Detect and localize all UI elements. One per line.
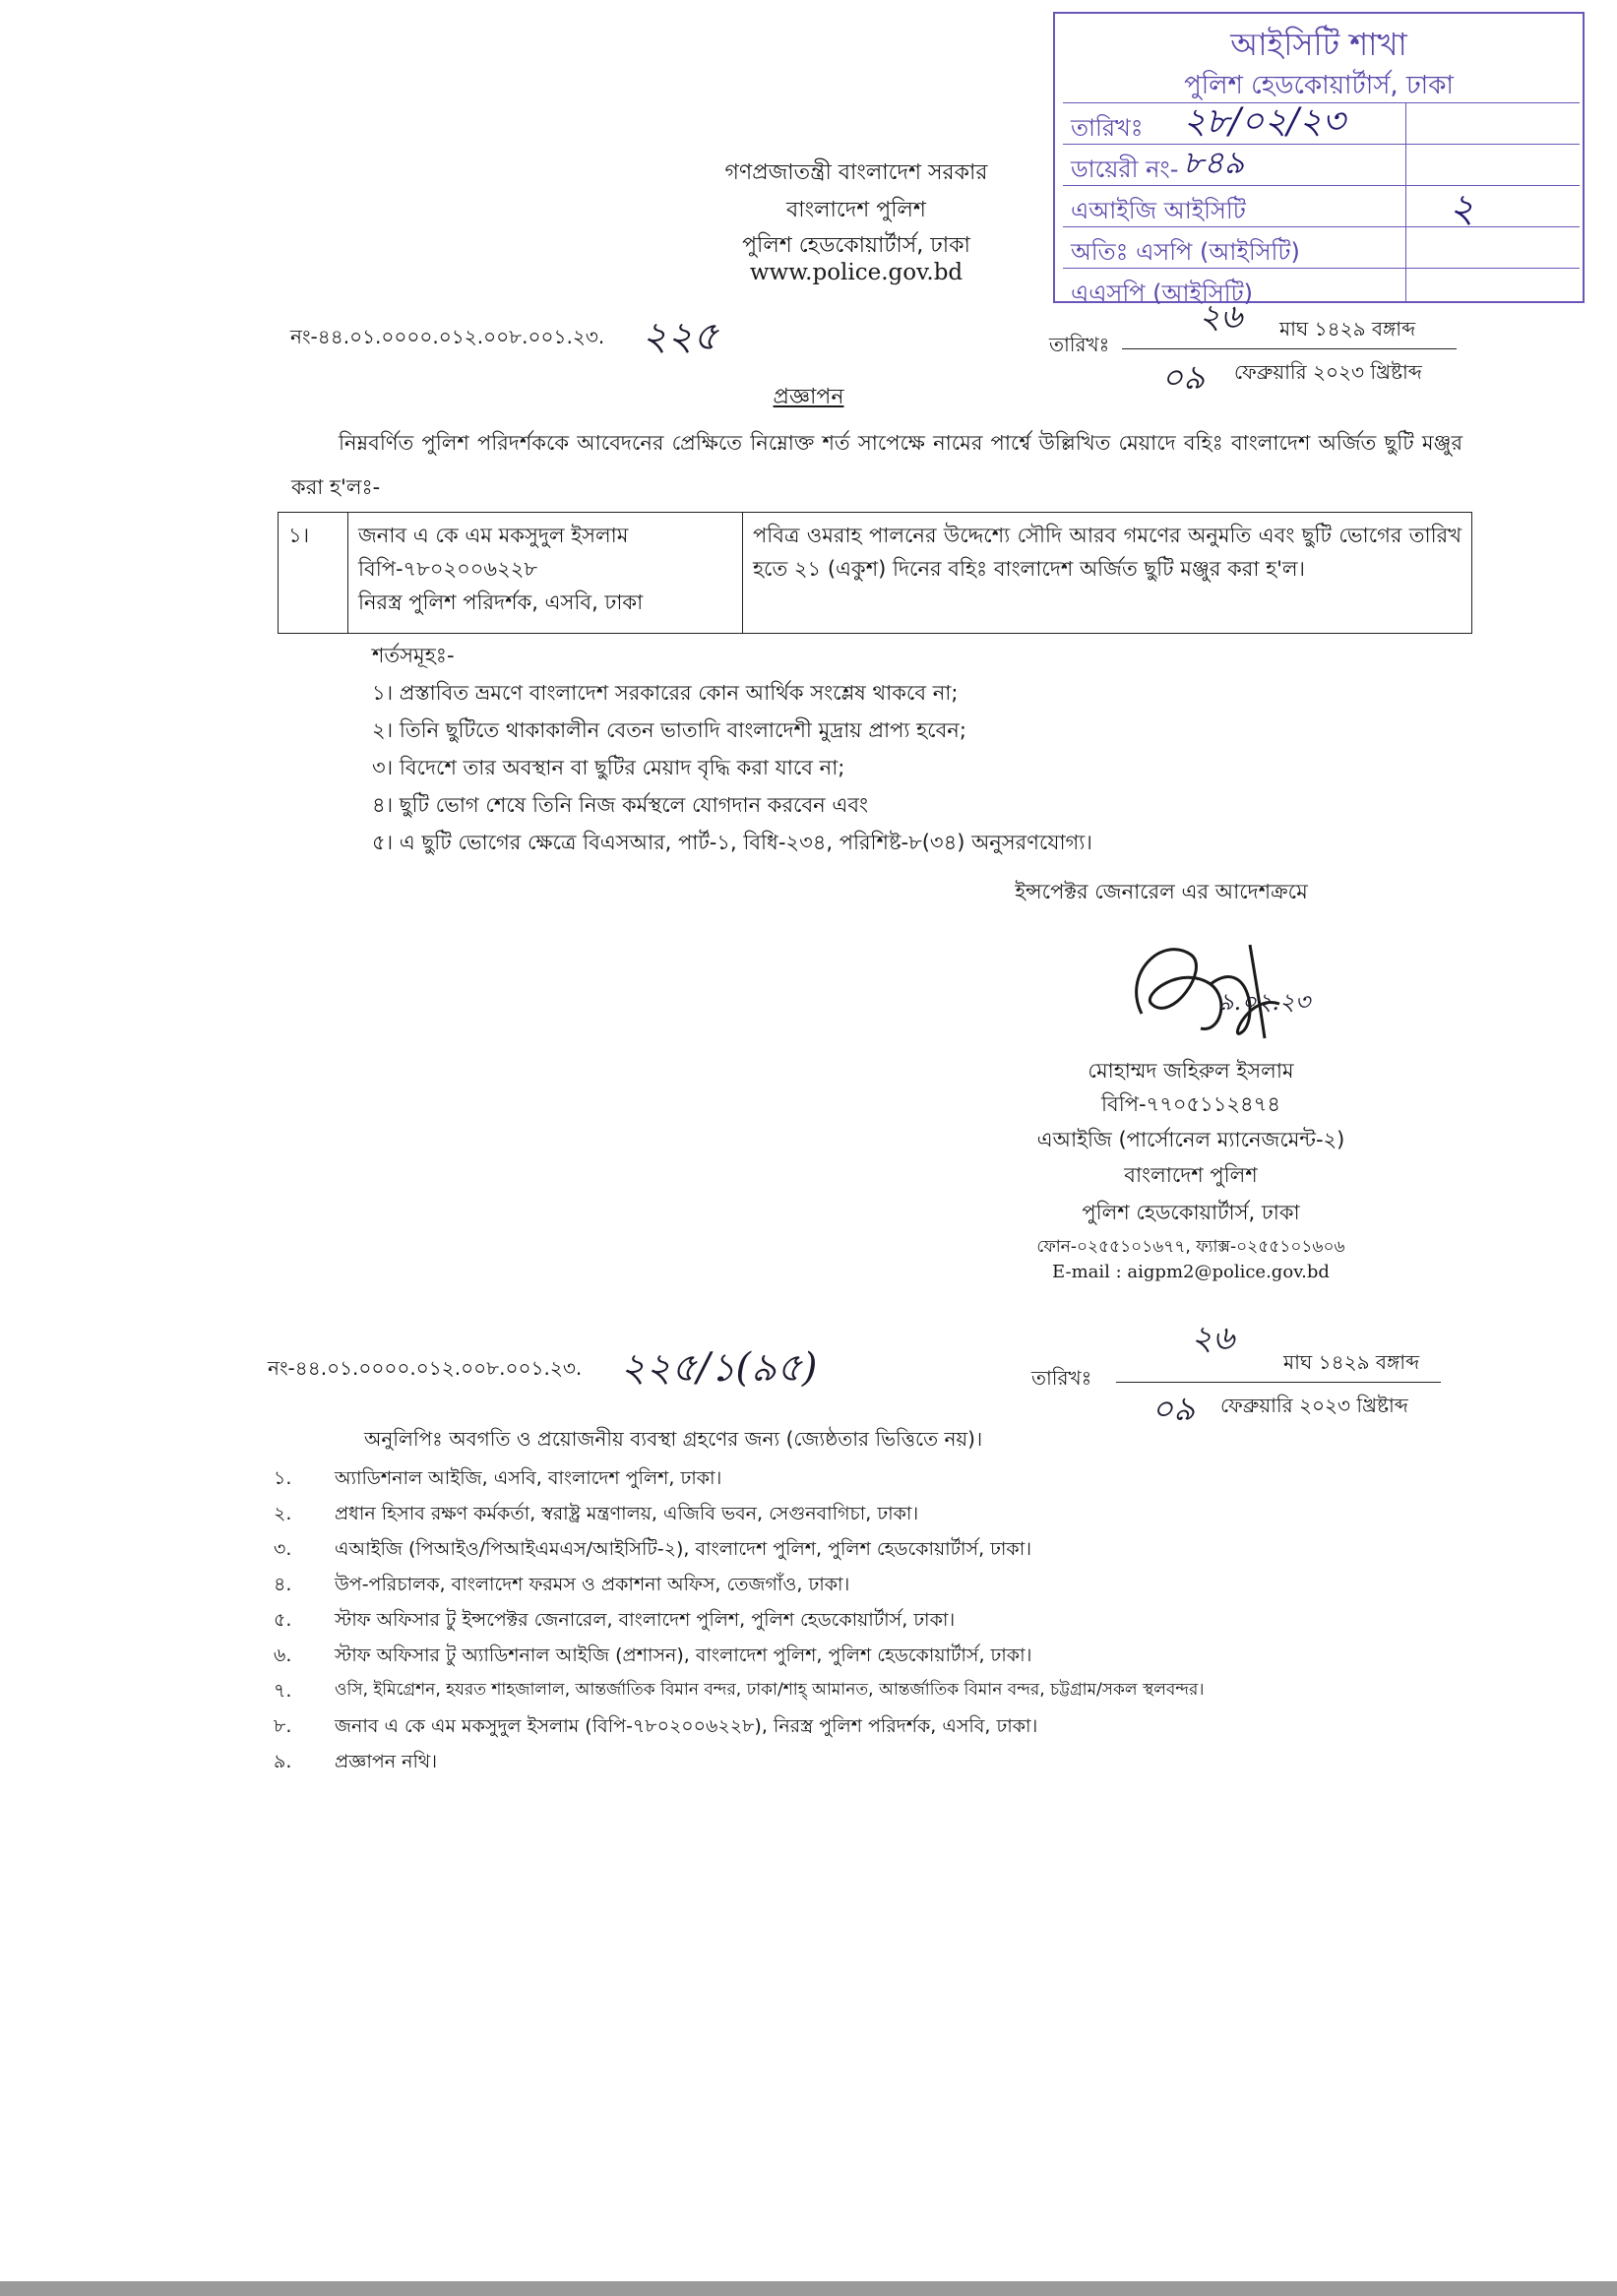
english-day-handwritten: ০৯ [1151,1390,1196,1429]
date-label: তারিখঃ [1031,1366,1092,1390]
stamp-title: আইসিটি শাখা [1230,26,1407,63]
memo-reference-number: নং-৪৪.০১.০০০০.০১২.০০৮.০০১.২৩. [290,325,605,348]
leave-table [278,512,1472,634]
date-label: তারিখঃ [1049,333,1110,356]
condition-item: ৪। ছুটি ভোগ শেষে তিনি নিজ কর্মস্থলে যোগদান করবেন এবং [372,793,869,817]
copy-item-number: ৭. [274,1680,292,1702]
bangla-day-handwritten: ২৬ [1191,1319,1235,1358]
copy-item-text: ওসি, ইমিগ্রেশন, হযরত শাহজালাল, আন্তর্জাতিক বিমান বন্দর, ঢাকা/শাহ্ আমানত, আন্তর্জাতিক বিমান বন্দর, চট্টগ্রাম/সকল স্থলবন্দর। [335,1680,1205,1700]
stamp-row-diary: ডায়েরী নং- [1063,144,1405,186]
copy-item-number: ৫. [274,1609,292,1631]
signatory-organization: বাংলাদেশ পুলিশ [1124,1163,1258,1187]
govt-name: গণপ্রজাতন্ত্রী বাংলাদেশ সরকার [724,160,988,185]
stamp-handwritten-diary-no: ৮৪৯ [1183,144,1245,181]
scan-edge [0,2281,1617,2296]
condition-item: ৫। এ ছুটি ভোগের ক্ষেত্রে বিএসআর, পার্ট-১, বিধি-২৩৪, পরিশিষ্ট-৮(৩৪) অনুসরণযোগ্য। [372,831,1092,854]
copy-item-number: ৬. [274,1644,292,1666]
copy-item-number: ১. [274,1467,292,1489]
condition-item: ১। প্রস্তাবিত ভ্রমণে বাংলাদেশ সরকারের কোন আর্থিক সংশ্লেষ থাকবে না; [372,681,959,705]
stamp-row-date: তারিখঃ [1063,102,1405,145]
stamp-cell [1405,102,1580,145]
officer-cell [348,513,743,634]
copy-item-number: ৮. [274,1715,292,1737]
table-row [279,513,1472,634]
signatory-designation: এআইজি (পার্সোনেল ম্যানেজমেন্ট-২) [1036,1128,1345,1151]
leave-details-cell: পবিত্র ওমরাহ পালনের উদ্দেশ্যে সৌদি আরব গমণের অনুমতি এবং ছুটি ভোগের তারিখ হতে ২১ (একুশ) দিনের বহিঃ বাংলাদেশ অর্জিত ছুটি মঞ্জুর করা হ'ল। [743,513,1472,634]
website-link[interactable]: www.police.gov.bd [749,260,964,285]
office-name: পুলিশ হেডকোয়ার্টার্স, ঢাকা [742,233,970,258]
stamp-handwritten-date: ২৮/০২/২৩ [1183,101,1345,142]
signatory-email[interactable]: E-mail : aigpm2@police.gov.bd [1052,1262,1330,1282]
stamp-row-aig: এআইজি আইসিটি [1063,185,1405,227]
stamp-cell [1405,268,1580,302]
stamp-subtitle: পুলিশ হেডকোয়ার্টার্স, ঢাকা [1184,71,1454,100]
copy-reference-number: নং-৪৪.০১.০০০০.০১২.০০৮.০০১.২৩. [268,1356,583,1380]
copy-handwritten-number: ২২৫/১(৯৫) [620,1345,818,1391]
copy-item-number: ৩. [274,1538,292,1560]
stamp-row-addl-sp: অতিঃ এসপি (আইসিটি) [1063,226,1405,269]
copy-item-text: স্টাফ অফিসার টু অ্যাডিশনাল আইজি (প্রশাসন), বাংলাদেশ পুলিশ, পুলিশ হেডকোয়ার্টার্স, ঢাকা। [335,1644,1032,1666]
signature-handwritten-date: ৯.০২.২৩ [1218,988,1311,1016]
stamp-cell [1405,185,1580,227]
copy-item-text: জনাব এ কে এম মকসুদুল ইসলাম (বিপি-৭৮০২০০৬২২৮), নিরস্ত্র পুলিশ পরিদর্শক, এসবি, ঢাকা। [335,1715,1038,1737]
ict-branch-stamp [1053,12,1585,307]
order-authority: ইন্সপেক্টর জেনারেল এর আদেশক্রমে [1015,880,1308,903]
date-divider [1116,1382,1441,1383]
copy-item-text: স্টাফ অফিসার টু ইন্সপেক্টর জেনারেল, বাংলাদেশ পুলিশ, পুলিশ হেডকোয়ার্টার্স, ঢাকা। [335,1609,956,1631]
copy-item-text: উপ-পরিচালক, বাংলাদেশ ফরমস ও প্রকাশনা অফিস, তেজগাঁও, ঢাকা। [335,1574,850,1595]
copy-item-number: ৯. [274,1751,292,1772]
bangla-date: মাঘ ১৪২৯ বঙ্গাব্দ [1283,1350,1420,1374]
copy-item-text: প্রধান হিসাব রক্ষণ কর্মকর্তা, স্বরাষ্ট্র মন্ত্রণালয়, এজিবি ভবন, সেগুনবাগিচা, ঢাকা। [335,1503,919,1524]
condition-item: ২। তিনি ছুটিতে থাকাকালীন বেতন ভাতাদি বাংলাদেশী মুদ্রায় প্রাপ্য হবেন; [372,718,966,742]
bangla-date: মাঘ ১৪২৯ বঙ্গাব্দ [1279,317,1416,341]
stamp-cell [1405,226,1580,269]
copy-item-text: অ্যাডিশনাল আইজি, এসবি, বাংলাদেশ পুলিশ, ঢাকা। [335,1467,722,1489]
officer-name: জনাব এ কে এম মকসুদুল ইসলাম [358,524,629,547]
copy-item-text: প্রজ্ঞাপন নথি। [335,1751,438,1772]
english-date: ফেব্রুয়ারি ২০২৩ খ্রিষ্টাব্দ [1234,360,1422,384]
bangla-day-handwritten: ২৬ [1199,297,1243,337]
english-date: ফেব্রুয়ারি ২০২৩ খ্রিষ্টাব্দ [1220,1394,1408,1417]
copy-heading: অনুলিপিঃ অবগতি ও প্রয়োজনীয় ব্যবস্থা গ্রহণের জন্য (জ্যেষ্ঠতার ভিত্তিতে নয়)। [364,1427,983,1451]
english-day-handwritten: ০৯ [1161,358,1206,398]
date-divider [1122,348,1457,349]
condition-item: ৩। বিদেশে তার অবস্থান বা ছুটির মেয়াদ বৃদ্ধি করা যাবে না; [372,756,845,779]
officer-bp-number: বিপি-৭৮০২০০৬২২৮ [358,557,538,581]
notification-title: প্রজ্ঞাপন [773,385,844,409]
copy-item-number: ২. [274,1503,292,1524]
copy-item-number: ৪. [274,1574,292,1595]
signatory-name: মোহাম্মদ জহিরুল ইসলাম [1088,1059,1294,1083]
signatory-bp-number: বিপি-৭৭০৫১১২৪৭৪ [1101,1092,1280,1116]
stamp-cell [1405,144,1580,186]
memo-handwritten-number: ২২৫ [642,314,718,359]
signatory-office: পুলিশ হেডকোয়ার্টার্স, ঢাকা [1082,1201,1300,1224]
officer-rank: নিরস্ত্র পুলিশ পরিদর্শক, এসবি, ঢাকা [358,590,644,614]
signatory-phone: ফোন-০২৫৫১০১৬৭৭, ফ্যাক্স-০২৫৫১০১৬০৬ [1036,1237,1345,1257]
department-name: বাংলাদেশ পুলিশ [786,198,926,222]
serial-cell: ১। [279,513,348,634]
conditions-heading: শর্তসমূহঃ- [372,644,455,667]
stamp-handwritten-mark: ২ [1449,186,1475,231]
notification-intro: নিম্নবর্ণিত পুলিশ পরিদর্শককে আবেদনের প্রেক্ষিতে নিম্নোক্ত শর্ত সাপেক্ষে নামের পার্শ্বে উল্লিখিত মেয়াদে বহিঃ বাংলাদেশ অর্জিত ছুটি মঞ্জুর করা হ'লঃ- [291,431,1462,499]
copy-item-text: এআইজি (পিআইও/পিআইএমএস/আইসিটি-২), বাংলাদেশ পুলিশ, পুলিশ হেডকোয়ার্টার্স, ঢাকা। [335,1538,1032,1560]
stamp-row-asp: এএসপি (আইসিটি) [1063,268,1405,302]
